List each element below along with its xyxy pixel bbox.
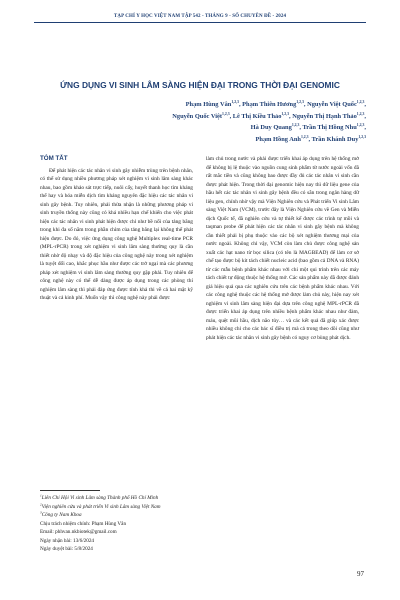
author-name: Nguyễn Việt Quốc <box>307 101 357 108</box>
author-name: Phạm Hùng Vân <box>185 101 232 108</box>
author-name: Phạm Hồng Anh <box>255 135 301 143</box>
correspondence: Chịu trách nhiệm chính: Phạm Hùng Vân <box>40 520 127 527</box>
footnote-rule <box>40 490 100 491</box>
abstract-heading: TÓM TẮT <box>40 155 68 162</box>
author-name: Nguyễn Quốc Việt <box>172 112 222 120</box>
author-name: Hà Duy Quang <box>250 124 292 132</box>
author-affiliation: 1,2,3 <box>296 99 304 104</box>
author-name: Trần Thị Hồng Nhu <box>302 124 357 132</box>
author-name: Nguyễn Thị Hạnh Thảo <box>292 112 357 120</box>
author-affiliation: 1,2,3 <box>281 111 289 116</box>
author-affiliation: 1,2,3 <box>356 123 365 128</box>
footnote-1: $^1$Liên Chi Hội Vi sinh Lâm sàng Thành phố Hồ Chí Minh <box>40 493 159 501</box>
left-column <box>40 155 193 303</box>
author-affiliation: 1,2,3 <box>300 134 309 139</box>
author-name: Trần Khánh Duy <box>311 135 359 143</box>
received-date: Ngày nhận bài: 13/6/2024 <box>40 537 95 544</box>
author-affiliation: 1,2,3 <box>222 111 230 116</box>
abstract-paragraph-right: làm chủ trong nước và phải được triển khai áp dụng trên hệ thống mở để không bị lệ thuộc vào nguồn cung sinh phẩm từ nước ngoài vốn đã rất mắc tiền và cũng không bao được đầy đủ các tác nhân vi sinh cần được phát hiện. Trong thời đại genomic hiện nay thì dữ liệu gene của hầu hết các tác nhân vi sinh gây bệnh đều có sẵn trong ngân hàng dữ liệu gen, chính nhờ vậy mà Viện Nghiên cứu và Phát triển Vi sinh Lâm sàng Việt Nam (VCM), trước đây là Viện Nghiên cứu về Gen và Miễn dịch Quốc tế, đã nghiên cứu và tự thiết kế được các trình tự mồi và taqman probe để phát hiện các tác nhân vi sinh gây bệnh mà không cần thiết phải bị phụ thuộc vào các bộ xét nghiệm thương mại của nước ngoài. Không chỉ vậy, VCM còn làm chủ được công nghệ sản xuất các hạt nano từ bọc silica (có tên là MAGBEAD) để làm cơ sở chế tạo được bộ kit tách chiết nucleic acid (bao gồm cả DNA và RNA) từ các mẫu bệnh phẩm khác nhau với chi một qui trình trên các máy tách chiết tự động thuộc hệ thống mở. Các sản phẩm này đã được đánh giá hiệu quả qua các nghiên cứu trên các bệnh phẩm khác nhau. Với các công nghệ thuộc các hệ thống mở được làm chủ này, hiện nay xét nghiệm vi sinh lâm sàng hiện đại dựa trên công nghệ MPL-rPCR đã được triển khai áp dụng trên nhiều bệnh phẩm khác nhau như đàm, máu, quệt mũi hầu, dịch não tủy… và các kết quả đã giúp xác được nhiều không chỉ cho các bác sĩ điều trị mà cả trong theo dõi cũng như phát hiện các tác nhân vi sinh gây bệnh có nguy cơ bùng phát dịch. <box>206 156 360 341</box>
footnote-3: $^3$Công ty Nam Khoa <box>40 510 82 518</box>
author-affiliation: 1,2,3 <box>231 99 239 104</box>
right-column <box>206 155 359 342</box>
author-list: Phạm Hùng Vân$^{1,2,3}$, Phạm Thiên Hương$^{1,2,3}$, Nguyễn Việt Quốc$^{1,2,3}$, Nguyễn Quốc Việt$^{1,2,3}$, Lê Thị Kiều Thảo$^{1,2,3}$, Nguyễn Thị Hạnh Thảo$^{1,2,3}$, Hà Duy Quang$^{1,2,3}$, Trần Thị Hồng Nhu$^{1,2,3}$, Phạm Hồng Anh$^{1,2,3}$, Trần Khánh Duy$^{1,2,3}$ <box>172 99 366 143</box>
footnote-2: $^2$Viện nghiên cứu và phát triển Vi sinh Lâm sàng Việt Nam <box>40 501 161 510</box>
journal-header: TẠP CHÍ Y HỌC VIỆT NAM TẬP 542 - THÁNG 9 - SỐ CHUYÊN ĐỀ - 2024 <box>113 14 287 19</box>
author-affiliation: 1,2,3 <box>358 134 366 139</box>
email[interactable]: Email: phhvan.nkbiotek@gmail.com <box>40 529 117 535</box>
author-affiliation: 1,2,3 <box>291 123 300 128</box>
page-number: 97 <box>357 570 364 578</box>
author-affiliation: 1,2,3 <box>356 111 365 116</box>
author-name: Phạm Thiên Hương <box>242 101 297 108</box>
footnotes <box>40 494 195 554</box>
abstract-paragraph-left: Để phát hiện các tác nhân vi sinh gây nhiễm trùng trên bệnh nhân, có thể sử dụng nhiều phương pháp xét nghiệm vi sinh lâm sàng khác nhau, bao gồm khảo sát trực tiếp, nuôi cấy, huyết thanh học tìm kháng thể hay và hóa miễn dịch tìm kháng nguyên đặc hiệu các tác nhân vi sinh gây bệnh. Tuy nhiên, phải thừa nhận là những phương pháp vi sinh truyền thống này cũng có khá nhiều hạn chế khiến cho việc phát hiện các tác nhân vi sinh phát hiện được chỉ như bề nổi của tảng băng trong khi đa số nằm trong phần chìm của tảng băng lại không thể phát hiện được. Do đó, việc ứng dụng công nghệ Multiplex real-time PCR (MPL-rPCR) trong xét nghiệm vi sinh lâm sàng thường quy là cần thiết nhờ độ nhạy và độ đặc hiệu của công nghệ này trong xét nghiệm là tuyệt đối cao, khắc phục hầu như được các trở ngại mà các phương pháp xét nghiệm vi sinh lâm sàng thường quy gặp phải. Tuy nhiên để công nghệ này có thể dễ dàng được áp dụng trong các phòng thí nghiệm lâm sàng thì phải đáp ứng được tính khả thi về cả hai mặt kỹ thuật và cả kinh phí. Muốn vậy thì công nghệ này phải được <box>40 167 193 301</box>
header-rule <box>34 22 366 23</box>
author-affiliation: 1,2,3 <box>356 99 365 104</box>
accepted-date: Ngày duyệt bài: 5/8/2024 <box>40 546 93 552</box>
article-title: ỨNG DỤNG VI SINH LÂM SÀNG HIỆN ĐẠI TRONG THỜI ĐẠI GENOMIC <box>60 80 340 90</box>
author-name: Lê Thị Kiều Thảo <box>232 112 282 120</box>
